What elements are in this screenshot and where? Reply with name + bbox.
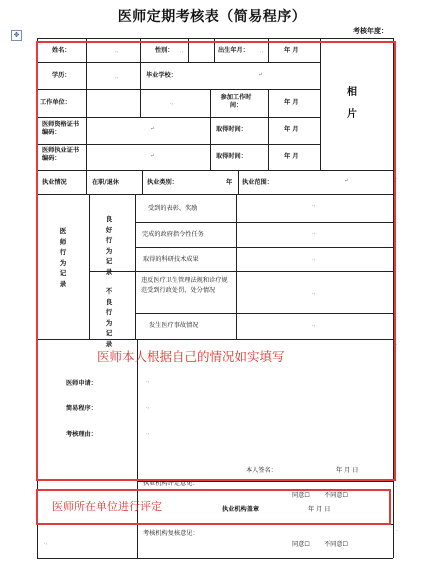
label-signature: 本人签名：	[246, 467, 277, 474]
para-mark: .,	[170, 100, 174, 106]
para-mark: .,	[260, 48, 264, 54]
label-commend: 受到的表彰、奖励	[148, 205, 198, 212]
para-mark: .,	[312, 202, 316, 208]
label-birth: 出生年月：	[218, 47, 249, 54]
label-incident: 发生医疗事故情况	[149, 322, 199, 329]
label-prac-type: 执业类别：	[147, 179, 178, 186]
label-birth-ym: 年 月	[284, 47, 299, 54]
label-good-behavior: 良好行为记录	[105, 215, 113, 276]
label-qual-no: 医师资格证书编码：	[42, 121, 80, 136]
photo-placeholder: 相片	[347, 87, 357, 120]
label-qual-time: 取得时间：	[216, 126, 247, 133]
table-border-top	[37, 38, 393, 39]
checkbox-agree-2[interactable]: 同意☐	[292, 541, 310, 548]
para-mark: .,	[115, 74, 119, 80]
table-border-bottom	[37, 558, 393, 559]
document-title: 医师定期考核表（简易程序）	[117, 9, 307, 25]
label-bad-behavior: 不良行为记录	[105, 287, 113, 348]
annotation-unit-eval: 医师所在单位进行评定	[52, 500, 162, 513]
para-mark: .,	[312, 256, 316, 262]
label-assess-opinion: 考核机构复核意见：	[143, 530, 199, 537]
para-mark: ↵	[344, 178, 349, 184]
para-mark: ·	[396, 44, 398, 50]
checkbox-agree[interactable]: 同意☐	[292, 492, 310, 499]
label-qual-ym: 年 月	[284, 126, 299, 133]
label-name: 姓名：	[52, 47, 71, 54]
move-handle-icon[interactable]: ✥	[11, 30, 22, 41]
checkbox-disagree-2[interactable]: 不同意☐	[324, 541, 349, 548]
para-mark: ↵	[150, 126, 155, 132]
label-practice: 执业情况	[42, 179, 67, 186]
label-reason: 考核理由：	[66, 431, 97, 438]
para-mark: .,	[312, 230, 316, 236]
label-onjob: 在职/退休	[92, 179, 120, 186]
para-mark: .,	[312, 322, 316, 328]
label-prac-ym: 年 月	[284, 153, 299, 160]
annotation-box-self-fill	[36, 41, 396, 481]
label-violation: 违反医疗卫生管理法规和诊疗规范受到行政处罚、处分情况	[141, 277, 228, 294]
label-sign-date: 年 月 日	[336, 467, 359, 474]
label-work-start-ym: 年 月	[284, 99, 299, 106]
label-employer: 工作单位：	[40, 99, 71, 106]
label-degree: 学历：	[52, 72, 71, 79]
para-mark: .,	[180, 48, 184, 54]
label-agency-seal: 执业机构盖章	[222, 506, 260, 513]
label-prac-scope: 执业范围：	[242, 179, 273, 186]
label-behavior-record: 医师行为记录	[59, 227, 67, 288]
para-mark: .,	[312, 290, 316, 296]
label-physician-apply: 医师申请：	[66, 380, 97, 387]
label-prac-no: 医师执业证书编码：	[42, 147, 80, 162]
para-mark: .,	[146, 378, 150, 384]
annotation-self-fill: 医师本人根据自己的情况如实填写	[97, 349, 285, 364]
para-mark: ↵	[150, 153, 155, 159]
para-mark: .,	[44, 540, 48, 546]
label-gender: 性别：	[155, 47, 174, 54]
label-school: 毕业学校：	[146, 72, 177, 79]
label-gov-task: 完成的政府指令性任务	[142, 231, 204, 238]
para-mark: ·	[396, 484, 398, 490]
label-research: 取得的科研技术成果	[143, 256, 199, 263]
exam-year-label: 考核年度：	[353, 26, 388, 35]
para-mark: ·	[396, 342, 398, 348]
para-mark: ·	[396, 176, 398, 182]
para-mark: ·	[396, 528, 398, 534]
checkbox-disagree[interactable]: 不同意☐	[324, 492, 349, 499]
para-mark: .,	[115, 48, 119, 54]
para-mark: .,	[146, 430, 150, 436]
label-work-start: 参加工作时间：	[220, 94, 252, 109]
para-mark: ↵	[258, 72, 263, 78]
label-prac-time: 取得时间：	[216, 153, 247, 160]
label-seal-date: 年 月 日	[308, 506, 331, 513]
label-employer-opinion: 执业机构评定意见：	[143, 480, 199, 487]
label-simple-proc: 简易程序：	[66, 405, 97, 412]
label-year: 年	[226, 179, 233, 186]
para-mark: .,	[146, 404, 150, 410]
